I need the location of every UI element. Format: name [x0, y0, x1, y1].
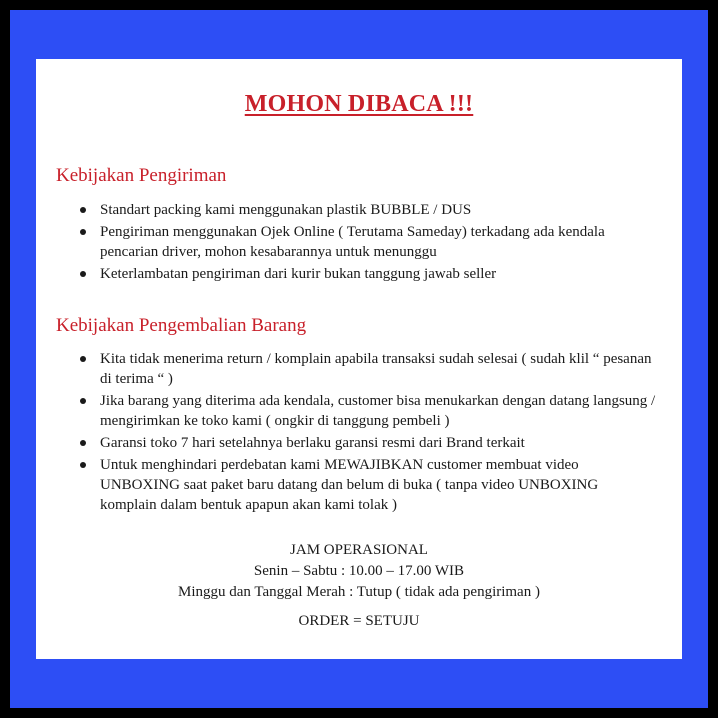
- bullet-icon: [80, 356, 86, 362]
- bullet-icon: [80, 398, 86, 404]
- bullet-icon: [80, 462, 86, 468]
- list-item: [76, 391, 656, 431]
- bullet-icon: [80, 207, 86, 213]
- list-item: [76, 222, 656, 262]
- shipping-policy-list: [76, 200, 656, 286]
- operating-hours-weekdays: Senin – Sabtu : 10.00 – 17.00 WIB: [253, 563, 465, 579]
- order-agreement-footer: ORDER = SETUJU: [298, 613, 420, 629]
- list-item: [76, 200, 656, 220]
- list-item-text: Keterlambatan pengiriman dari kurir bukan tanggung jawab seller: [100, 266, 497, 282]
- list-item-text: Standart packing kami menggunakan plastik BUBBLE / DUS: [100, 202, 472, 218]
- list-item-text: Pengiriman menggunakan Ojek Online ( Terutama Sameday) terkadang ada kendala pencarian driver, mohon kesabarannya untuk menunggu: [100, 224, 605, 260]
- return-policy-heading: Kebijakan Pengembalian Barang: [56, 315, 307, 336]
- return-policy-list: [76, 349, 656, 517]
- list-item: [76, 433, 656, 453]
- operating-hours-closed: Minggu dan Tanggal Merah : Tutup ( tidak ada pengiriman ): [178, 584, 540, 600]
- list-item-text: Kita tidak menerima return / komplain apabila transaksi sudah selesai ( sudah klil “ pesanan di terima “ ): [100, 351, 652, 387]
- notice-title: MOHON DIBACA !!!: [244, 91, 474, 117]
- bullet-icon: [80, 271, 86, 277]
- list-item: [76, 455, 656, 515]
- bullet-icon: [80, 229, 86, 235]
- notice-paper: [36, 59, 682, 659]
- list-item: [76, 349, 656, 389]
- list-item-text: Jika barang yang diterima ada kendala, customer bisa menukarkan dengan datang langsung / mengirimkan ke toko kami ( ongkir di tanggung pembeli ): [100, 393, 656, 429]
- operating-hours-heading: JAM OPERASIONAL: [290, 542, 428, 558]
- list-item-text: Untuk menghindari perdebatan kami MEWAJIBKAN customer membuat video UNBOXING saat paket baru datang dan belum di buka ( tanpa video UNBOXING komplain dalam bentuk apapun akan kami tolak ): [100, 457, 599, 513]
- bullet-icon: [80, 440, 86, 446]
- list-item: [76, 264, 656, 284]
- shipping-policy-heading: Kebijakan Pengiriman: [56, 165, 227, 186]
- list-item-text: Garansi toko 7 hari setelahnya berlaku garansi resmi dari Brand terkait: [100, 435, 525, 451]
